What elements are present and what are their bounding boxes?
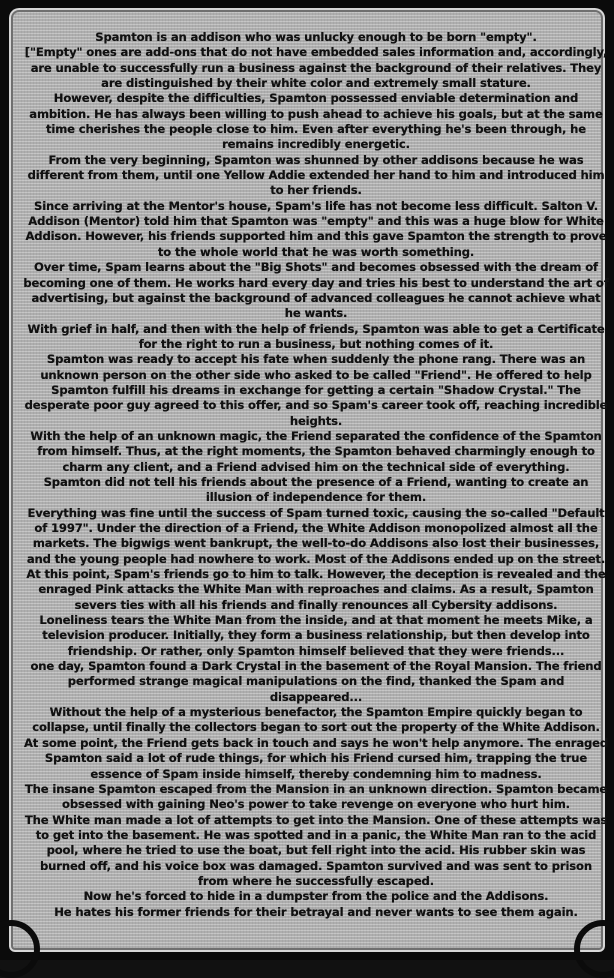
paragraph: Without the help of a mysterious benefactor, the Spamton Empire quickly began to collapse, until finally the collectors began to sort out the property of the White Addison. bbox=[32, 705, 600, 735]
paragraph: ["Empty" ones are add-ons that do not have embedded sales information and, accordingly, are unable to successfully run a business against the background of their relatives. They are distinguished by their white color and extremely small stature. bbox=[24, 45, 608, 91]
paragraph: Now he's forced to hide in a dumpster from the police and the Addisons. bbox=[83, 889, 549, 904]
text-panel bbox=[9, 8, 609, 952]
story-text bbox=[23, 30, 609, 920]
paragraph: one day, Spamton found a Dark Crystal in the basement of the Royal Mansion. The friend performed strange magical manipulations on the find, thanked the Spam and disappeared... bbox=[30, 659, 602, 704]
paragraph: Over time, Spam learns about the "Big Shots" and becomes obsessed with the dream of becoming one of them. He works hard every day and tries his best to understand the art of advertising, but against the background of advanced colleagues he cannot achieve what he wants. bbox=[23, 260, 609, 321]
paragraph: Spamton was ready to accept his fate when suddenly the phone rang. There was an unknown person on the other side who asked to be called "Friend". He offered to help Spamton fulfill his dreams in exchange for getting a certain "Shadow Crystal." The desperate poor guy agreed to this offer, and so Spam's career took off, reaching incredible heights. bbox=[24, 352, 608, 428]
paragraph: However, despite the difficulties, Spamton possessed enviable determination and ambition. He has always been willing to push ahead to achieve his goals, but at the same time cherishes the people close to him. Even after everything he's been through, he remains incredibly energetic. bbox=[29, 91, 603, 152]
paragraph: Since arriving at the Mentor's house, Spam's life has not become less difficult. Salton V. Addison (Mentor) told him that Spamton was "empty" and this was a huge blow for White Addison. However, his friends supported him and this gave Spamton the strength to prove to the whole world that he was worth something. bbox=[25, 198, 607, 259]
paragraph: He hates his former friends for their betrayal and never wants to see them again. bbox=[54, 904, 578, 919]
paragraph: At this point, Spam's friends go to him to talk. However, the deception is revealed and the enraged Pink attacks the White Man with reproaches and claims. As a result, Spamton severs ties with all his friends and finally renounces all Cybersity addisons. bbox=[26, 567, 606, 612]
paragraph: Loneliness tears the White Man from the inside, and at that moment he meets Mike, a television producer. Initially, they form a business relationship, but then develop into friendship. Or rather, only Spamton himself believed that they were friends... bbox=[39, 613, 593, 658]
paragraph: The insane Spamton escaped from the Mansion in an unknown direction. Spamton became obsessed with gaining Neo's power to take revenge on everyone who hurt him. bbox=[24, 781, 608, 812]
paragraph: The White man made a lot of attempts to get into the Mansion. One of these attempts was to get into the basement. He was spotted and in a panic, the White Man ran to the acid pool, where he tried to use the boat, but fell right into the acid. His rubber skin was burned off, and his voice box was damaged. Spamton survived and was sent to prison from where he successfully escaped. bbox=[24, 812, 608, 888]
paragraph: At some point, the Friend gets back in touch and says he won't help anymore. The enraged Spamton said a lot of rude things, for which his Friend cursed him, trapping the true essence of Spam inside himself, thereby condemning him to madness. bbox=[23, 735, 609, 781]
paragraph: With grief in half, and then with the help of friends, Spamton was able to get a Certificate for the right to run a business, but nothing comes of it. bbox=[27, 321, 605, 351]
paragraph: Everything was fine until the success of Spam turned toxic, causing the so-called "Default of 1997". Under the direction of a Friend, the White Addison monopolized almost all the markets. The bigwigs went bankrupt, the well-to-do Addisons also lost their businesses, and the young people had nowhere to work. Most of the Addisons ended up on the street. bbox=[26, 505, 606, 566]
paragraph: Spamton is an addison who was unlucky enough to be born "empty". bbox=[95, 30, 537, 44]
paragraph: Spamton did not tell his friends about the presence of a Friend, wanting to create an illusion of independence for them. bbox=[43, 474, 589, 505]
paragraph: From the very beginning, Spamton was shunned by other addisons because he was different from them, until one Yellow Addie extended her hand to him and introduced him to her friends. bbox=[27, 152, 605, 198]
paragraph: With the help of an unknown magic, the Friend separated the confidence of the Spamton from himself. Thus, at the right moments, the Spamton behaved charmingly enough to charm any client, and a Friend advised him on the technical side of everything. bbox=[30, 428, 602, 474]
